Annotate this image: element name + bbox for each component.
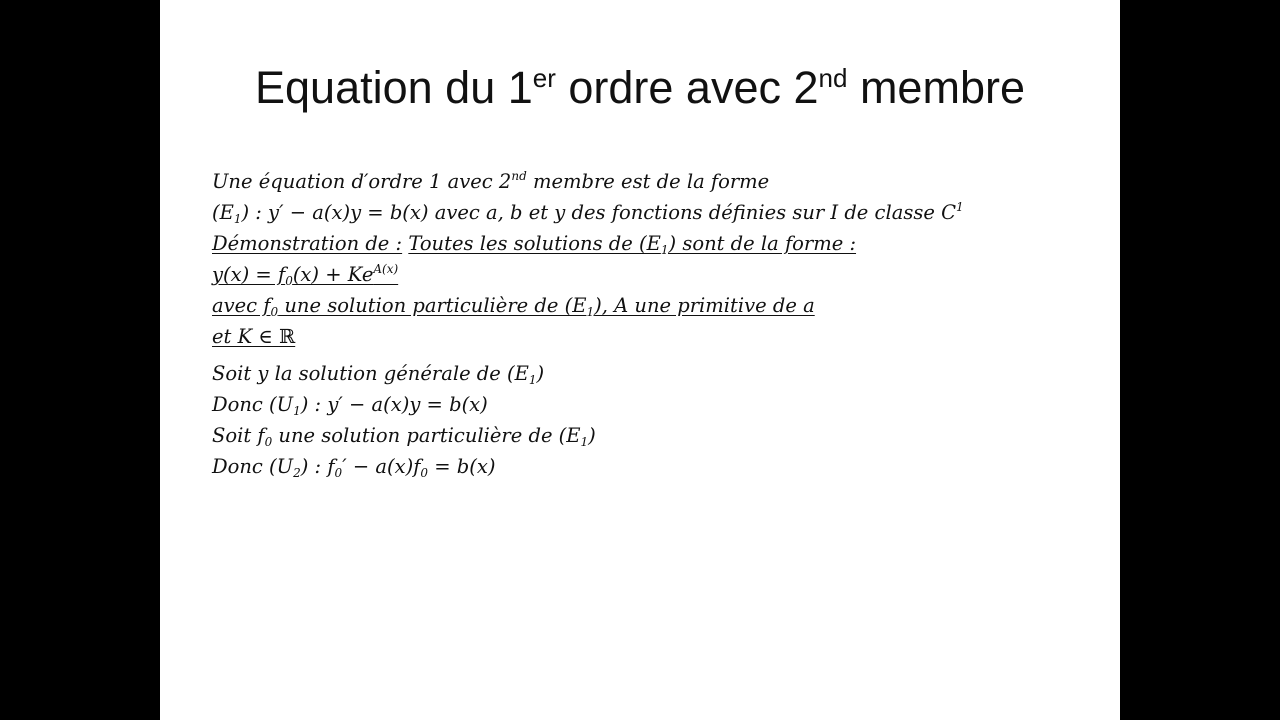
title-superscript-nd: nd <box>818 63 848 93</box>
line8-sub: 1 <box>293 404 301 418</box>
line7-text-end: ) <box>536 362 545 385</box>
formula-text-end: (x) + Ke <box>292 263 374 286</box>
avec-sub2: 1 <box>586 305 595 319</box>
line9-text-end: ) <box>588 424 596 447</box>
line2-sup: 1 <box>956 200 964 214</box>
avec-sub1: 0 <box>270 305 279 319</box>
line10-text-end: = b(x) <box>428 455 496 478</box>
line9-text-mid: une solution particulière de (E <box>272 424 581 447</box>
line-soit-y <box>212 358 964 389</box>
avec-part3: ), A une primitive de a <box>594 294 815 317</box>
line-avec <box>212 290 964 321</box>
line10-text-mid2: ′ − a(x)f <box>342 455 421 478</box>
real-set-symbol: ℝ <box>278 325 296 348</box>
formula-sub: 0 <box>285 274 293 288</box>
title-text-end: membre <box>847 62 1025 113</box>
line2-text: (E <box>212 201 234 224</box>
general-form-formula <box>212 263 398 286</box>
line7-sub: 1 <box>528 373 537 387</box>
avec-part2: une solution particulière de (E <box>278 294 587 317</box>
line-k-real <box>212 321 964 352</box>
line1-sup: nd <box>511 169 527 183</box>
line10-text: Donc (U <box>212 455 294 478</box>
demonstration-label: Démonstration de : <box>212 232 403 255</box>
line2-text-end: ) : y′ − a(x)y = b(x) avec a, b et y des fonctions définies sur I de classe C <box>241 201 956 224</box>
statement-text: Toutes les solutions de (E <box>408 232 661 255</box>
line10-sub: 2 <box>293 466 301 480</box>
avec-text <box>212 294 815 317</box>
statement-text-end: ) sont de la forme : <box>668 232 857 255</box>
line1-text: Une équation d′ordre 1 avec 2 <box>212 170 512 193</box>
formula-text: y(x) = f <box>212 263 286 286</box>
line-equation-e1 <box>212 197 964 228</box>
slide-title <box>160 58 1120 118</box>
title-text-middle: ordre avec 2 <box>555 62 819 113</box>
line10-sub3: 0 <box>420 466 429 480</box>
k-real-part1: et K ∈ <box>212 325 279 348</box>
slide-body <box>212 166 964 482</box>
line9-sub1: 0 <box>264 435 273 449</box>
line-definition <box>212 166 964 197</box>
line10-text-mid: ) : f <box>300 455 335 478</box>
line10-sub2: 0 <box>334 466 343 480</box>
slide <box>160 0 1120 720</box>
line8-text-end: ) : y′ − a(x)y = b(x) <box>300 393 488 416</box>
k-real-text <box>212 325 295 348</box>
demonstration-statement <box>408 232 856 255</box>
line1-text-end: membre est de la forme <box>526 170 770 193</box>
line-general-form <box>212 259 964 290</box>
statement-sub: 1 <box>660 243 669 257</box>
line-demonstration <box>212 228 964 259</box>
line2-sub: 1 <box>233 212 242 226</box>
line7-text: Soit y la solution générale de (E <box>212 362 529 385</box>
formula-exponent: A(x) <box>373 262 399 276</box>
line-u2 <box>212 451 964 482</box>
title-superscript-er: er <box>532 63 556 93</box>
line-soit-f0 <box>212 420 964 451</box>
title-text: Equation du 1 <box>255 62 533 113</box>
avec-part1: avec f <box>212 294 271 317</box>
line-u1 <box>212 389 964 420</box>
line8-text: Donc (U <box>212 393 294 416</box>
line9-sub2: 1 <box>580 435 589 449</box>
line9-text: Soit f <box>212 424 265 447</box>
